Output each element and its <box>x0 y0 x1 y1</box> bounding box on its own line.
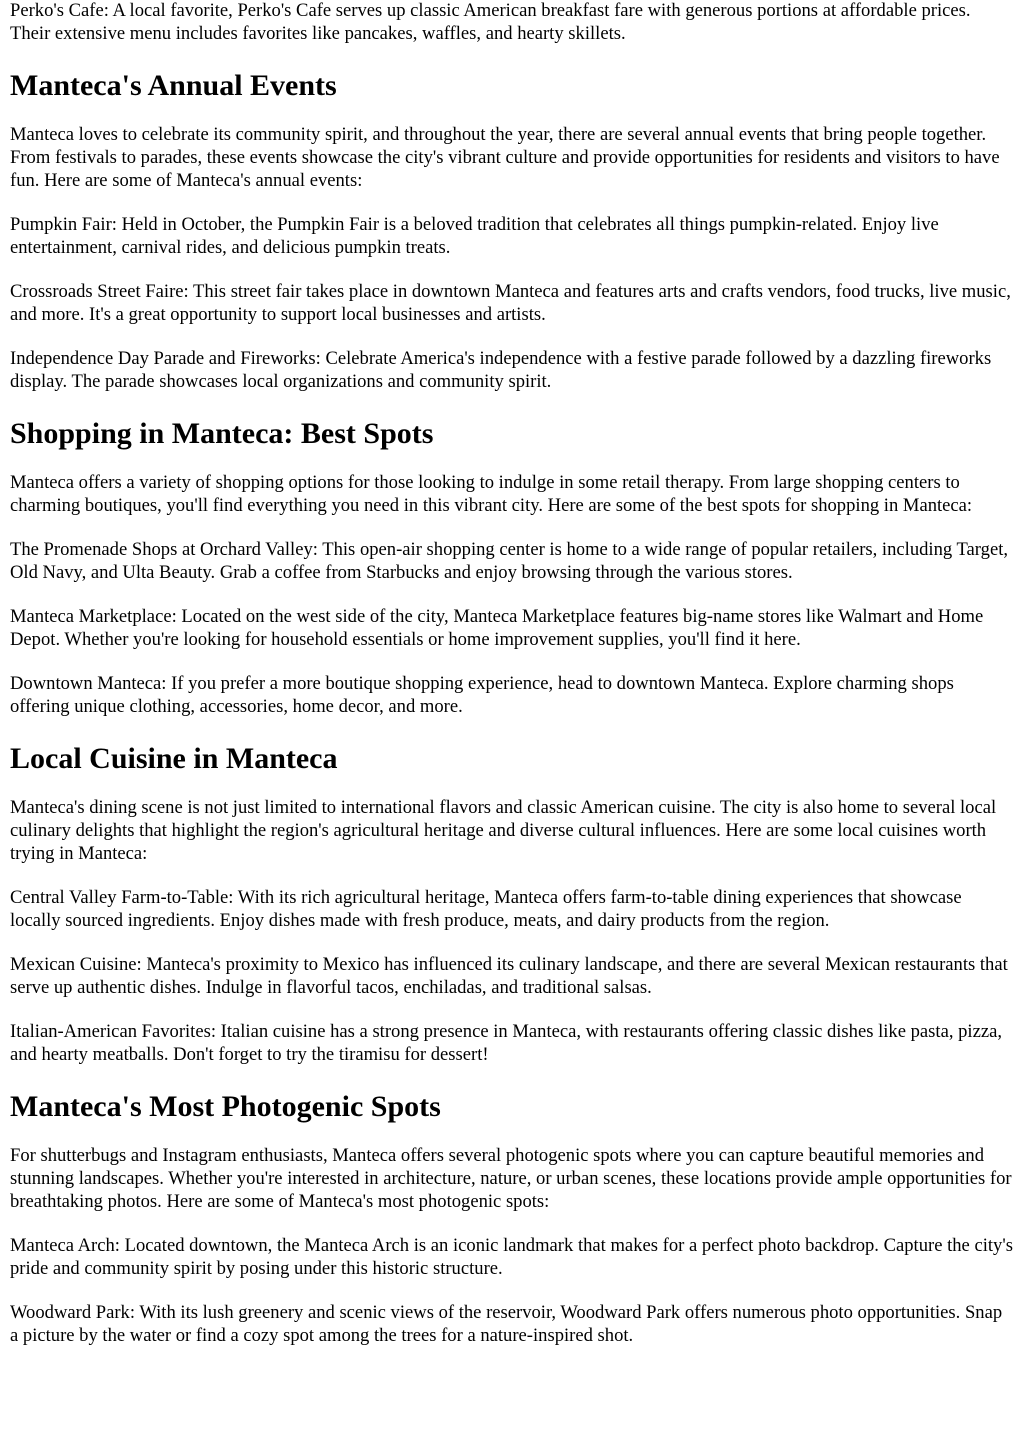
paragraph-shopping-intro: Manteca offers a variety of shopping options for those looking to indulge in some retail therapy. From large shopping centers to charming boutiques, you'll find everything you need in this vibrant city. Here are some of the best spots for shopping in Manteca: <box>10 472 973 516</box>
heading-local-cuisine: Local Cuisine in Manteca <box>10 742 338 775</box>
section-local-cuisine <box>10 742 1014 1066</box>
paragraph-perkos-cafe: Perko's Cafe: A local favorite, Perko's Cafe serves up classic American breakfast fare with generous portions at affordable prices. Their extensive menu includes favorites like pancakes, waffles, and hearty skillets. <box>10 0 971 44</box>
paragraph-events-intro: Manteca loves to celebrate its community spirit, and throughout the year, there are several annual events that bring people together. From festivals to parades, these events showcase the city's vibrant culture and provide opportunities for residents and visitors to have fun. Here are some of Manteca's annual events: <box>10 124 1000 191</box>
heading-photogenic-spots: Manteca's Most Photogenic Spots <box>10 1090 441 1123</box>
heading-annual-events: Manteca's Annual Events <box>10 69 337 102</box>
paragraph-cuisine-intro: Manteca's dining scene is not just limited to international flavors and classic American cuisine. The city is also home to several local culinary delights that highlight the region's agricultural heritage and diverse cultural influences. Here are some local cuisines worth trying in Manteca: <box>10 797 997 864</box>
paragraph-shopping-item: Manteca Marketplace: Located on the west side of the city, Manteca Marketplace features big-name stores like Walmart and Home Depot. Whether you're looking for household essentials or home improvement supplies, you'll find it here. <box>10 606 984 650</box>
paragraph-photogenic-item: Woodward Park: With its lush greenery and scenic views of the reservoir, Woodward Park offers numerous photo opportunities. Snap a picture by the water or find a cozy spot among the trees for a nature-inspired shot. <box>10 1302 1003 1346</box>
section-annual-events <box>10 69 1014 393</box>
paragraph-photogenic-intro: For shutterbugs and Instagram enthusiasts, Manteca offers several photogenic spots where you can capture beautiful memories and stunning landscapes. Whether you're interested in architecture, nature, or urban scenes, these locations provide ample opportunities for breathtaking photos. Here are some of Manteca's most photogenic spots: <box>10 1145 1012 1212</box>
section-shopping <box>10 417 1014 718</box>
paragraph-event-item: Independence Day Parade and Fireworks: Celebrate America's independence with a festive parade followed by a dazzling fireworks display. The parade showcases local organizations and community spirit. <box>10 348 992 392</box>
paragraph-shopping-item: Downtown Manteca: If you prefer a more boutique shopping experience, head to downtown Manteca. Explore charming shops offering unique clothing, accessories, home decor, and more. <box>10 673 954 717</box>
paragraph-cuisine-item: Mexican Cuisine: Manteca's proximity to Mexico has influenced its culinary landscape, and there are several Mexican restaurants that serve up authentic dishes. Indulge in flavorful tacos, enchiladas, and traditional salsas. <box>10 954 1008 998</box>
paragraph-event-item: Crossroads Street Faire: This street fair takes place in downtown Manteca and features arts and crafts vendors, food trucks, live music, and more. It's a great opportunity to support local businesses and artists. <box>10 281 1011 325</box>
paragraph-shopping-item: The Promenade Shops at Orchard Valley: This open-air shopping center is home to a wide range of popular retailers, including Target, Old Navy, and Ulta Beauty. Grab a coffee from Starbucks and enjoy browsing through the various stores. <box>10 539 1009 583</box>
paragraph-cuisine-item: Central Valley Farm-to-Table: With its rich agricultural heritage, Manteca offers farm-to-table dining experiences that showcase locally sourced ingredients. Enjoy dishes made with fresh produce, meats, and dairy products from the region. <box>10 887 962 931</box>
paragraph-event-item: Pumpkin Fair: Held in October, the Pumpkin Fair is a beloved tradition that celebrates all things pumpkin-related. Enjoy live entertainment, carnival rides, and delicious pumpkin treats. <box>10 214 939 258</box>
heading-shopping: Shopping in Manteca: Best Spots <box>10 417 434 450</box>
paragraph-cuisine-item: Italian-American Favorites: Italian cuisine has a strong presence in Manteca, with restaurants offering classic dishes like pasta, pizza, and hearty meatballs. Don't forget to try the tiramisu for dessert! <box>10 1021 1003 1065</box>
section-photogenic-spots <box>10 1090 1014 1347</box>
paragraph-photogenic-item: Manteca Arch: Located downtown, the Manteca Arch is an iconic landmark that makes for a perfect photo backdrop. Capture the city's pride and community spirit by posing under this historic structure. <box>10 1235 1013 1279</box>
